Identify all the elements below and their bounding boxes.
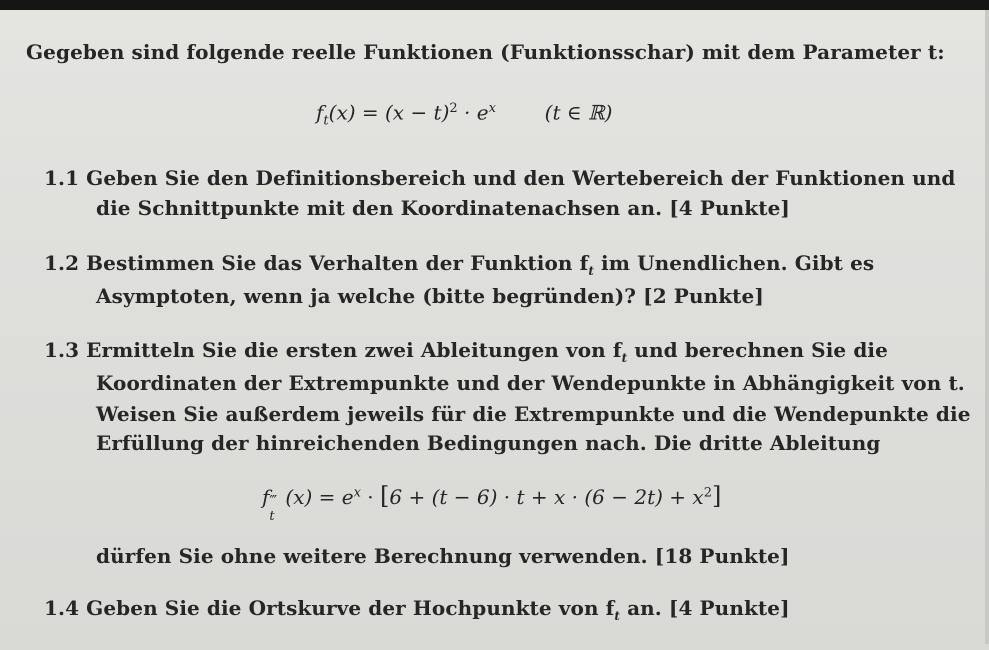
paper-edge-shadow <box>985 10 989 644</box>
third-derivative-dot: · <box>360 485 381 509</box>
intro-text: Gegeben sind folgende reelle Funktionen (Funktionsschar) mit dem Parameter t: <box>26 40 945 64</box>
third-derivative-formula <box>262 482 722 524</box>
task-1-2-line-1 <box>44 253 874 277</box>
third-derivative-lhs: f <box>262 485 270 509</box>
third-derivative-prime: ‴ <box>269 492 278 510</box>
task-1-2-text-b: im Unendlichen. Gibt es <box>593 251 875 275</box>
third-derivative-arg: (x) = e <box>285 485 354 509</box>
task-1-2-line-2: Asymptoten, wenn ja welche (bitte begründen)? [2 Punkte] <box>96 284 764 308</box>
main-formula <box>316 102 612 128</box>
third-derivative-open-bracket: [ <box>380 482 390 510</box>
main-formula-eq: = (x − t) <box>355 100 450 125</box>
third-derivative-sub: t <box>269 509 275 524</box>
task-1-4-line-1 <box>44 598 790 622</box>
main-formula-dot-e: · e <box>457 100 489 125</box>
task-1-4-text-a: 1.4 Geben Sie die Ortskurve der Hochpunkte von f <box>44 596 615 620</box>
main-formula-domain: (t ∈ ℝ) <box>544 100 613 125</box>
task-1-2-sub: t <box>588 264 594 278</box>
task-1-4-sub: t <box>614 609 621 623</box>
third-derivative-exp: x <box>353 485 361 501</box>
main-formula-arg: (x) <box>328 100 356 125</box>
task-1-3-sub: t <box>621 351 628 365</box>
task-1-3-text-b: und berechnen Sie die <box>627 338 888 362</box>
main-formula-sub: t <box>323 113 329 129</box>
task-1-3-line-2: Koordinaten der Extrempunkte und der Wendepunkte in Abhängigkeit von t. <box>96 371 965 395</box>
task-1-3-line-5: dürfen Sie ohne weitere Berechnung verwenden. [18 Punkte] <box>96 544 790 568</box>
task-1-1-line-2: die Schnittpunkte mit den Koordinatenachsen an. [4 Punkte] <box>96 196 790 220</box>
task-1-4-text-b: an. [4 Punkte] <box>620 596 790 620</box>
third-derivative-body: 6 + (t − 6) · t + x · (6 − 2t) + x <box>389 485 704 509</box>
task-1-2-text-a: 1.2 Bestimmen Sie das Verhalten der Funktion f <box>44 251 589 275</box>
main-formula-lhs: f <box>316 100 324 125</box>
task-1-3-line-4: Erfüllung der hinreichenden Bedingungen nach. Die dritte Ableitung <box>96 431 881 455</box>
main-formula-exp2: x <box>488 101 496 116</box>
third-derivative-close-bracket: ] <box>711 482 722 510</box>
task-1-3-line-3: Weisen Sie außerdem jeweils für die Extrempunkte und die Wendepunkte die <box>96 402 971 426</box>
third-derivative-exp2: 2 <box>703 485 712 501</box>
main-formula-exp: 2 <box>449 101 458 116</box>
task-1-3-line-1 <box>44 340 888 364</box>
task-1-3-text-a: 1.3 Ermitteln Sie die ersten zwei Ableitungen von f <box>44 338 622 362</box>
task-1-1-line-1: 1.1 Geben Sie den Definitionsbereich und den Wertebereich der Funktionen und <box>44 166 956 190</box>
